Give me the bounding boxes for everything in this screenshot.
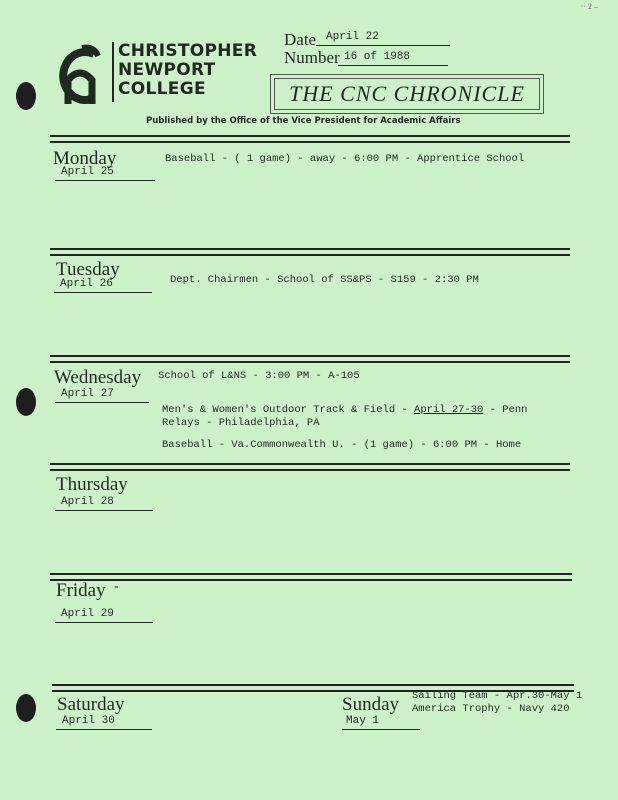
section-rule-top (50, 135, 570, 143)
event-tuesday-1: Dept. Chairmen - School of SS&PS - S159 - 2:30 PM (170, 274, 479, 286)
day-wednesday: Wednesday (54, 367, 142, 388)
chronicle-title: THE CNC CHRONICLE (274, 78, 540, 110)
date-sunday: May 1 (342, 715, 420, 730)
event-wednesday-2-text-end: - Penn (483, 404, 528, 416)
corner-mark: ·· 2 – (580, 2, 598, 11)
college-name-line1: CHRISTOPHER (118, 41, 258, 61)
number-label: Number (284, 48, 340, 67)
logo-divider (112, 42, 114, 102)
day-saturday: Saturday (57, 694, 125, 715)
college-name (118, 42, 257, 99)
day-monday: Monday (53, 148, 117, 169)
section-rule-friday (50, 573, 572, 581)
publisher-line: Published by the Office of the Vice President for Academic Affairs (146, 116, 461, 126)
number-value: 16 of 1988 (338, 51, 448, 66)
event-monday-1: Baseball - ( 1 game) - away - 6:00 PM - Apprentice School (165, 153, 525, 165)
chronicle-title-box (270, 74, 544, 114)
date-thursday: April 28 (55, 496, 153, 511)
day-thursday: Thursday (56, 474, 128, 495)
section-rule-thursday (50, 463, 570, 471)
day-tuesday: Tuesday (56, 259, 120, 280)
college-monogram-logo (48, 40, 108, 112)
event-sunday-1: Sailing Team - Apr.30-May 1 (412, 690, 583, 702)
section-rule-wednesday (50, 355, 570, 363)
date-tuesday: April 26 (54, 278, 152, 293)
event-wednesday-3: Baseball - Va.Commonwealth U. - (1 game) - 6:00 PM - Home (162, 439, 522, 451)
friday-mark: - (114, 579, 119, 594)
event-wednesday-1: School of L&NS - 3:00 PM - A-105 (158, 370, 360, 382)
college-name-line3: COLLEGE (118, 79, 206, 99)
day-friday: Friday (56, 580, 106, 601)
punch-hole-middle (16, 388, 36, 416)
date-friday: April 29 (55, 608, 153, 623)
punch-hole-bottom (16, 694, 36, 722)
event-sunday-1-line2: America Trophy - Navy 420 (412, 703, 570, 715)
event-wednesday-2-text: Men's & Women's Outdoor Track & Field - (162, 404, 415, 416)
date-label: Date (284, 30, 317, 49)
date-wednesday: April 27 (55, 388, 149, 403)
day-sunday: Sunday (342, 694, 399, 715)
date-saturday: April 30 (56, 715, 152, 730)
college-name-line2: NEWPORT (118, 60, 216, 80)
punch-hole-top (16, 82, 36, 110)
date-monday: April 25 (55, 166, 155, 181)
event-wednesday-2 (162, 404, 527, 417)
section-rule-tuesday (50, 248, 570, 256)
event-wednesday-2-line2: Relays - Philadelphia, PA (162, 417, 320, 429)
date-value: April 22 (316, 31, 450, 46)
event-wednesday-2-dates: April 27-30 (414, 404, 484, 416)
